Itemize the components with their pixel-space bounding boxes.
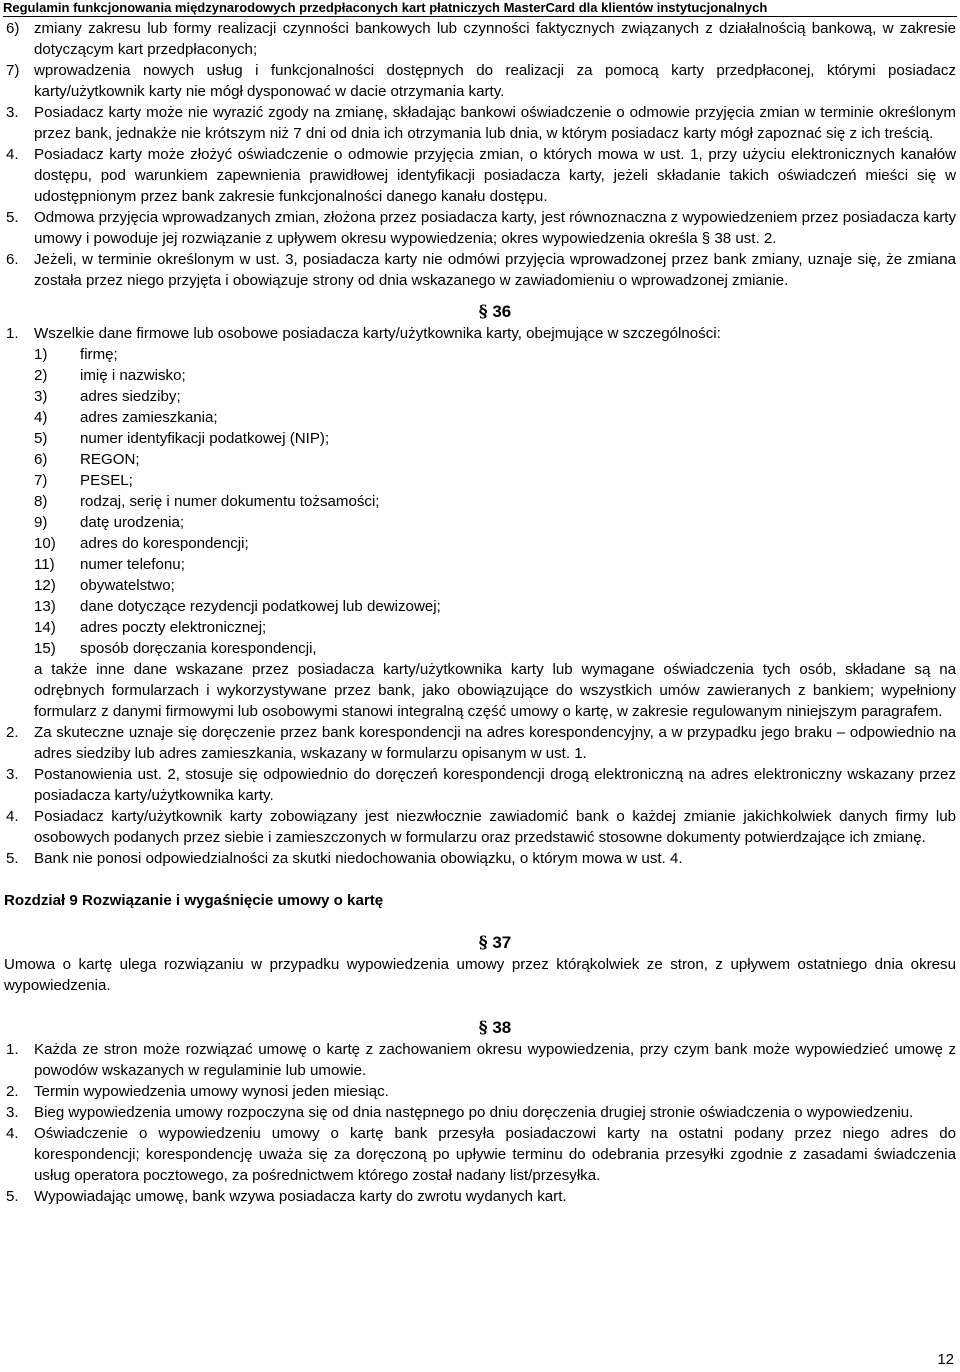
list-item [6,323,956,344]
item-number: 3. [6,104,19,121]
document-body [6,18,956,1207]
item-number: 10) [34,535,56,552]
chapter-heading: Rozdział 9 Rozwiązanie i wygaśnięcie umowy o kartę [4,892,384,909]
item-number: 12) [34,577,56,594]
item-number: 4. [6,146,19,163]
list-item [6,365,956,386]
item-number: 3) [34,388,48,405]
item-text: Postanowienia ust. 2, stosuje się odpowiednio do doręczeń korespondencji drogą elektroniczną na adres elektroniczny wskazany przez posiadacza karty/użytkownika karty. [34,766,956,804]
item-number: 1. [6,1041,19,1058]
list-item [6,806,956,848]
list-item [6,207,956,249]
item-continuation-text: a także inne dane wskazane przez posiadacza karty/użytkownika karty lub wymagane oświadczenia tych osób, składane są na odrębnych formularzach i wykorzystywane przez bank, jako obowiązujące do wszystkich umów zawieranych z bankiem; wypełniony formularz z danymi firmowymi lub osobowymi stanowi integralną część umowy o kartę, w zakresie regulowanym niniejszym paragrafem. [34,661,956,720]
list-item [6,512,956,533]
item-number: 4. [6,1125,19,1142]
item-number: 7) [6,62,20,79]
section-heading-38 [34,1017,956,1039]
list-item [6,848,956,869]
list-item [6,491,956,512]
item-number: 14) [34,619,56,636]
item-number: 2) [34,367,48,384]
list-item [6,428,956,449]
list-item [6,18,956,60]
item-text: PESEL; [80,472,133,489]
section-heading-37 [34,932,956,954]
item-text: Termin wypowiedzenia umowy wynosi jeden miesiąc. [34,1083,389,1100]
list-item [6,1123,956,1186]
item-number: 2. [6,724,19,741]
item-text: adres siedziby; [80,388,181,405]
list-item [6,722,956,764]
item-text: adres zamieszkania; [80,409,218,426]
item-text: Odmowa przyjęcia wprowadzanych zmian, złożona przez posiadacza karty, jest równoznaczna z wypowiedzeniem przez posiadacza karty umowy i powoduje jej rozwiązanie z upływem okresu wypowiedzenia; okres wypowiedzenia określa § 38 ust. 2. [34,209,956,247]
item-text: Jeżeli, w terminie określonym w ust. 3, posiadacza karty nie odmówi przyjęcia wprowadzonej przez bank zmiany, uznaje się, że zmiana została przez niego przyjęta i obowiązuje strony od dnia wskazanego w zawiadomieniu o wprowadzonej zmianie. [34,251,956,289]
section-number: 36 [492,302,512,321]
item-number: 3. [6,1104,19,1121]
list-item [6,575,956,596]
item-text: adres do korespondencji; [80,535,249,552]
list-item [6,617,956,638]
section-number: 37 [492,933,512,952]
list-item [6,407,956,428]
list-item [6,554,956,575]
section-text: Umowa o kartę ulega rozwiązaniu w przypadku wypowiedzenia umowy przez którąkolwiek ze stron, z upływem ostatniego dnia okresu wypowiedzenia. [4,956,956,994]
item-number: 4. [6,808,19,825]
item-number: 5. [6,209,19,226]
list-item [6,1186,956,1207]
item-number: 4) [34,409,48,426]
list-item [6,344,956,365]
item-text: Każda ze stron może rozwiązać umowę o kartę z zachowaniem okresu wypowiedzenia, przy czym bank może wypowiedzieć umowę z powodów wskazanych w regulaminie lub umowie. [34,1041,956,1079]
item-number: 5) [34,430,48,447]
item-number: 2. [6,1083,19,1100]
item-number: 1. [6,325,19,342]
list-item [6,449,956,470]
item-text: sposób doręczania korespondencji, [80,640,317,657]
item-number: 6. [6,251,19,268]
list-item [6,470,956,491]
list-item [6,144,956,207]
item-text: datę urodzenia; [80,514,185,531]
list-item [6,596,956,617]
item-text: Posiadacz karty/użytkownik karty zobowiązany jest niezwłocznie zawiadomić bank o każdej zmianie jakichkolwiek danych firmy lub osobowych podanych przez siebie i zamieszczonych w formularzu oraz przedstawić stosowne dokumenty potwierdzające ich zmianę. [34,808,956,846]
item-text: numer identyfikacji podatkowej (NIP); [80,430,330,447]
item-text: adres poczty elektronicznej; [80,619,267,636]
item-text: dane dotyczące rezydencji podatkowej lub dewizowej; [80,598,441,615]
item-text: Bieg wypowiedzenia umowy rozpoczyna się od dnia następnego po dniu doręczenia drugiej stronie oświadczenia o wypowiedzeniu. [34,1104,914,1121]
item-text: Wszelkie dane firmowe lub osobowe posiadacza karty/użytkownika karty, obejmujące w szczególności: [34,325,721,342]
item-text: obywatelstwo; [80,577,175,594]
item-number: 9) [34,514,48,531]
list-item [6,102,956,144]
list-item [6,1081,956,1102]
section-heading-36 [34,301,956,323]
list-item [6,764,956,806]
list-item [6,249,956,291]
item-number: 1) [34,346,48,363]
item-number: 8) [34,493,48,510]
item-text: imię i nazwisko; [80,367,186,384]
item-text: REGON; [80,451,140,468]
item-number: 3. [6,766,19,783]
item-number: 5. [6,1188,19,1205]
data-list [6,344,956,659]
list-item [6,1102,956,1123]
item-text: Oświadczenie o wypowiedzeniu umowy o kartę bank przesyła posiadaczowi karty na ostatni podany przez niego adres do korespondencji; korespondencję uważa się za doręczoną po upływie terminu do odebrania przesyłki zgodnie z zasadami świadczenia usług operatora pocztowego, za pośrednictwem którego został nadany list/przesyłka. [34,1125,956,1184]
paragraph-symbol: § [478,933,488,953]
item-text: Posiadacz karty może nie wyrazić zgody na zmianę, składając bankowi oświadczenie o odmowie przyjęcia zmian w terminie określonym przez bank, jednakże nie krótszym niż 7 dni od dnia ich otrzymania lub dnia, w którym posiadacz karty mógł zapoznać się z ich treścią. [34,104,956,142]
item-text: Posiadacz karty może złożyć oświadczenie o odmowie przyjęcia zmian, o których mowa w ust. 1, przy użyciu elektronicznych kanałów dostępu, pod warunkiem zapewnienia prawidłowej identyfikacji posiadacza karty, jeżeli składanie takich oświadczeń mieści się w udostępnionym przez bank zakresie funkcjonalności danego kanału dostępu. [34,146,956,205]
list-item [6,1039,956,1081]
item-number: 7) [34,472,48,489]
item-number: 13) [34,598,56,615]
item-number: 11) [34,556,55,573]
item-number: 5. [6,850,19,867]
document-header: Regulamin funkcjonowania międzynarodowych przedpłaconych kart płatniczych MasterCard dla klientów instytucjonalnych [3,0,957,17]
item-text: zmiany zakresu lub formy realizacji czynności bankowych lub czynności faktycznych związanych z działalnością bankową, w zakresie dotyczącym kart przedpłaconych; [34,20,956,58]
item-text: rodzaj, serię i numer dokumentu tożsamości; [80,493,380,510]
item-text: Bank nie ponosi odpowiedzialności za skutki niedochowania obowiązku, o którym mowa w ust. 4. [34,850,683,867]
item-text: Za skuteczne uznaje się doręczenie przez bank korespondencji na adres korespondencyjny, a w przypadku jego braku – odpowiednio na adres siedziby lub adres zamieszkania, wskazany w formularzu opisanym w ust. 1. [34,724,956,762]
item-text: firmę; [80,346,118,363]
item-number: 15) [34,640,56,657]
page-number: 12 [937,1351,954,1368]
paragraph-symbol: § [478,1018,488,1038]
paragraph-symbol: § [478,302,488,322]
item-text: wprowadzenia nowych usług i funkcjonalności dostępnych do realizacji za pomocą karty przedpłaconej, którymi posiadacz karty/użytkownik karty nie mógł dysponować w dacie otrzymania karty. [34,62,956,100]
list-item [6,638,956,659]
list-item [6,386,956,407]
item-text: numer telefonu; [80,556,185,573]
list-item [6,533,956,554]
section-number: 38 [492,1018,512,1037]
list-item [6,60,956,102]
item-number: 6) [34,451,48,468]
item-text: Wypowiadając umowę, bank wzywa posiadacza karty do zwrotu wydanych kart. [34,1188,567,1205]
item-number: 6) [6,20,20,37]
